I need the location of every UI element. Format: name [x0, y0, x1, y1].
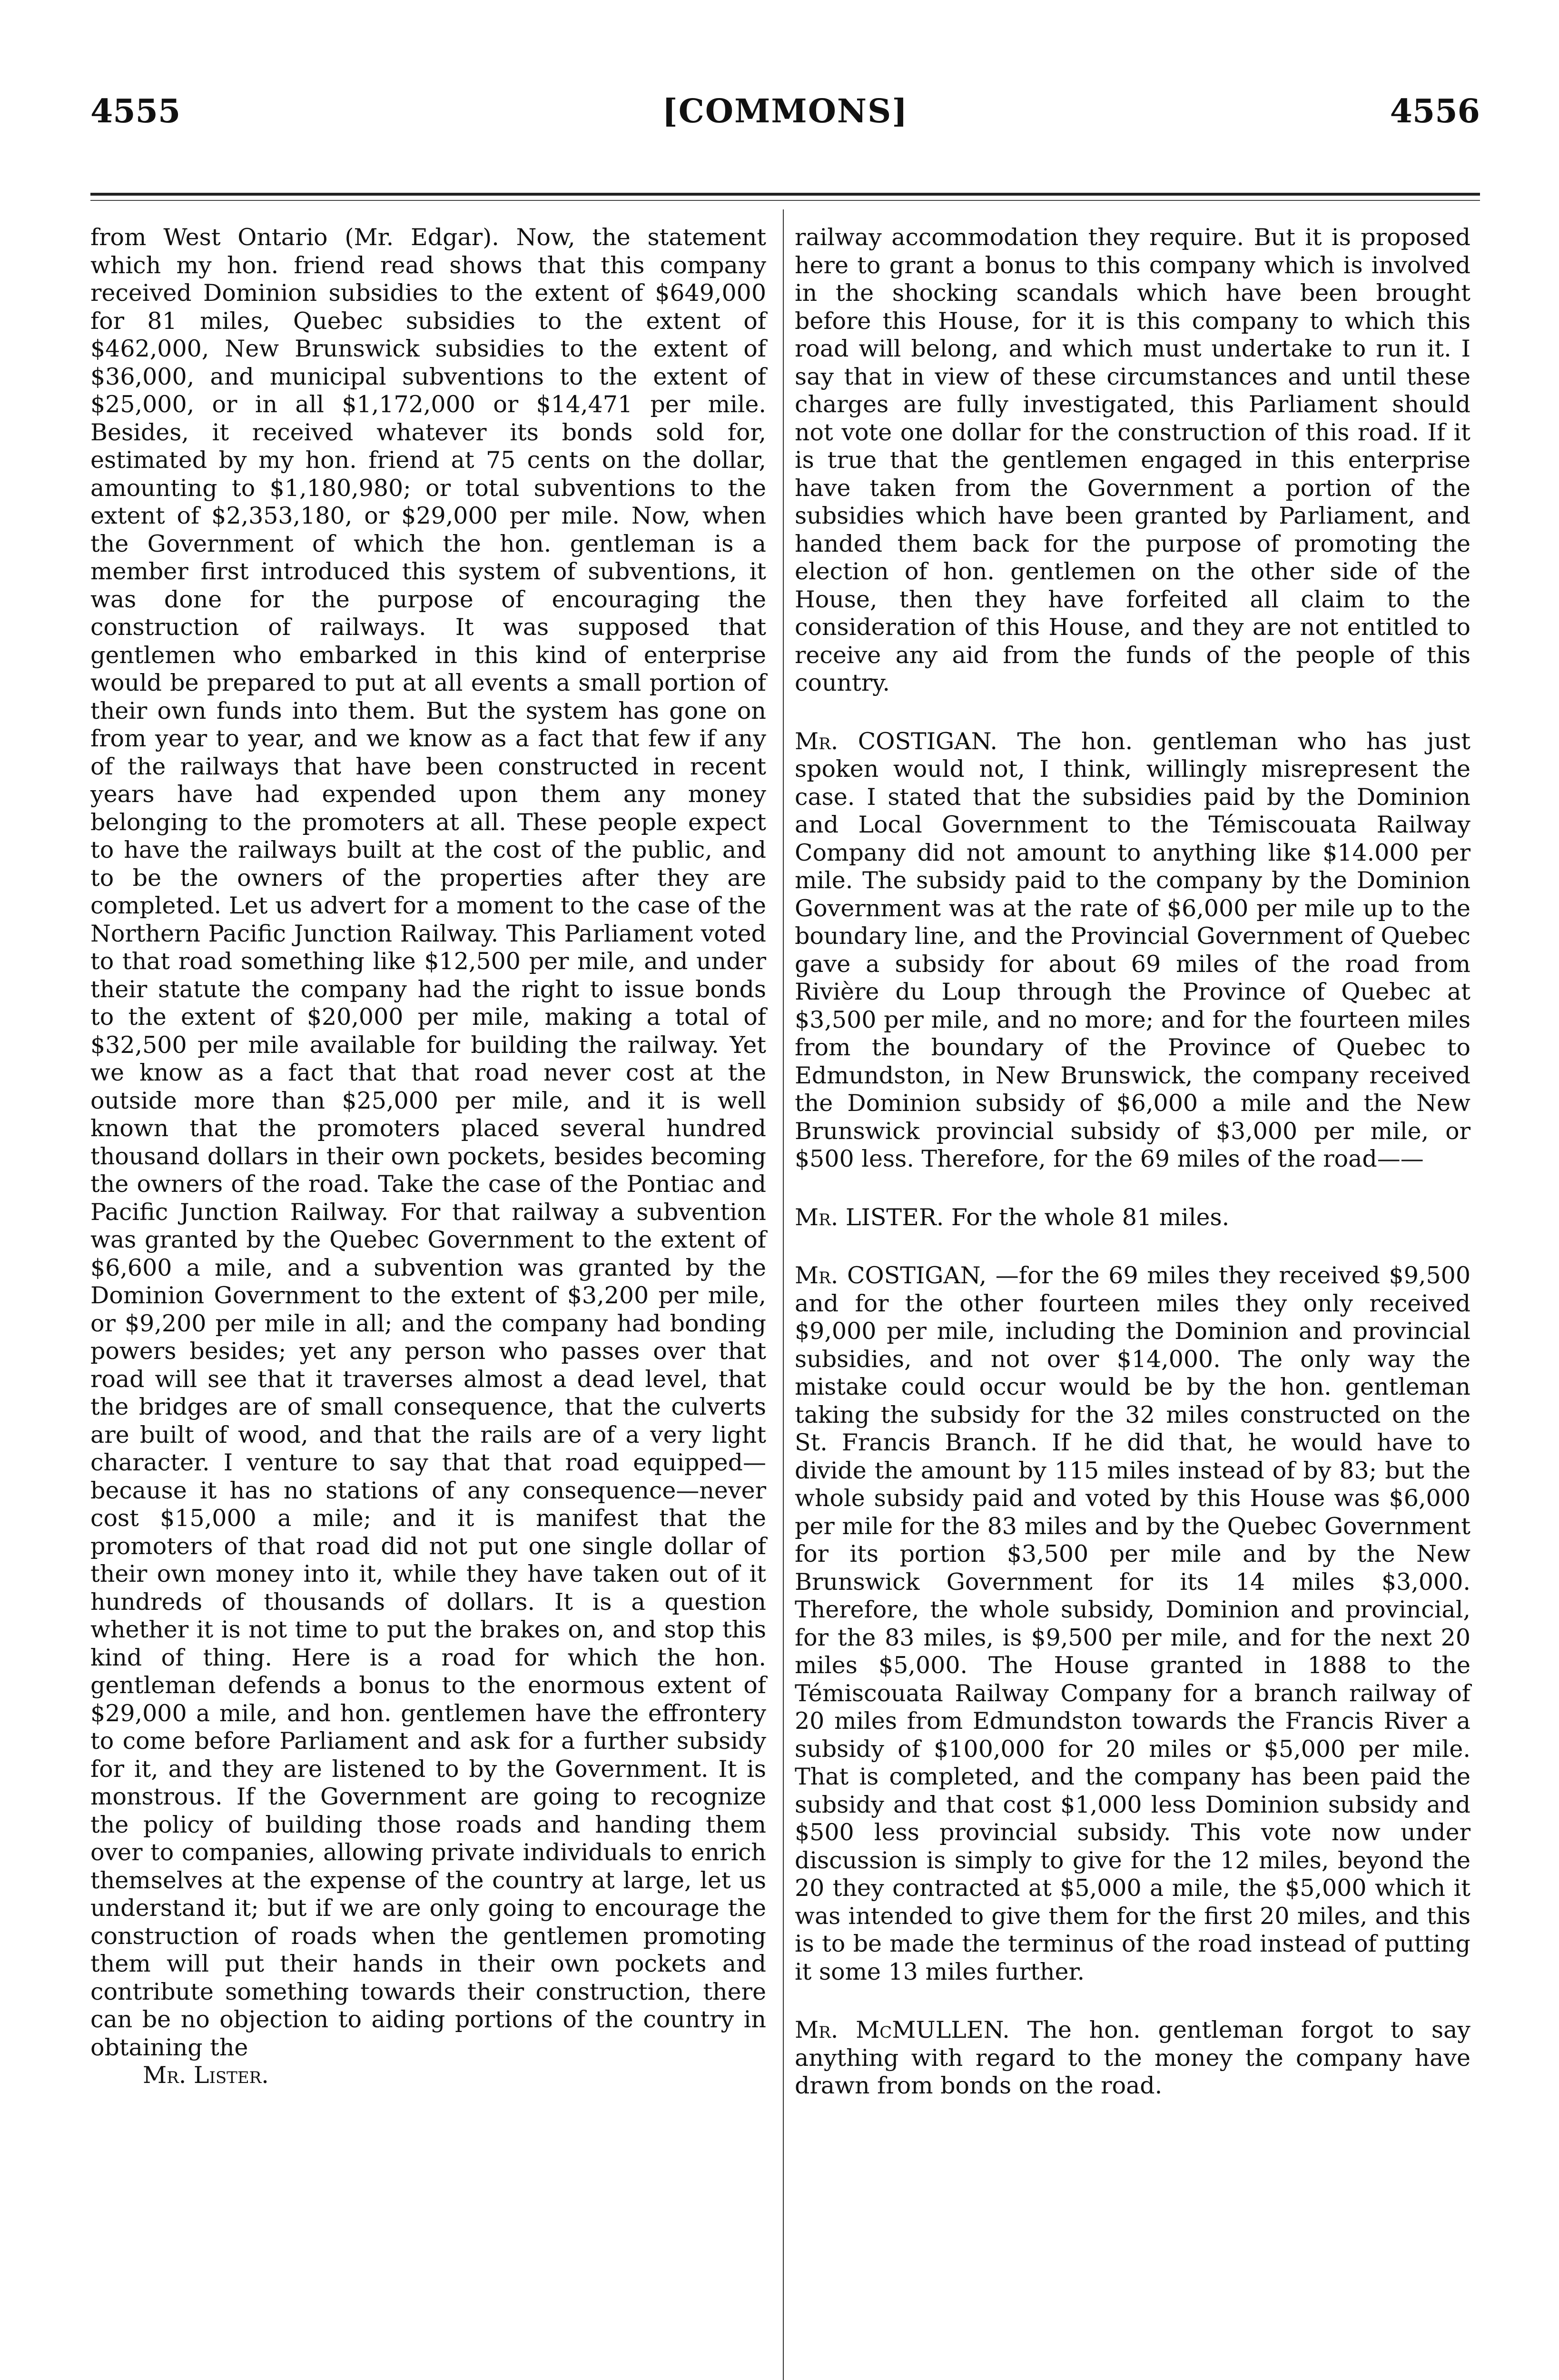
speech-costigan-1 — [795, 728, 1470, 1173]
speaker-name: Mr. McMULLEN. — [795, 2016, 1010, 2043]
footer-speaker: Mr. Lister. — [143, 2062, 269, 2089]
left-paragraph-1: from West Ontario (Mr. Edgar). Now, the statement which my hon. friend read shows that this company received Dominion subsidies to the extent of $649,000 for 81 miles, Quebec subsidies to the extent of $462,000, New Brunswick subsidies to the extent of $36,000, and municipal subventions to the extent of $25,000, or in all $1,172,000 or $14,471 per mile. Besides, it received whatever its bonds sold for, estimated by my hon. friend at 75 cents on the dollar, amounting to $1,180,980; or total subventions to the extent of $2,353,180, or $29,000 per mile. Now, when the Government of which the hon. gentleman is a member first introduced this system of subventions, it was done for the purpose of encouraging the construction of railways. It was supposed that gentlemen who embarked in this kind of enterprise would be prepared to put at all events a small portion of their own funds into them. But the system has gone on from year to year, and we know as a fact that few if any of the railways that have been constructed in recent years have had expended upon them any money belonging to the promoters at all. These people expect to have the railways built at the cost of the public, and to be the owners of the properties after they are completed. Let us advert for a moment to the case of the Northern Pacific Junction Railway. This Parliament voted to that road something like $12,500 per mile, and under their statute the company had the right to issue bonds to the extent of $20,000 per mile, making a total of $32,500 per mile available for building the railway. Yet we know as a fact that that road never cost at the outside more than $25,000 per mile, and it is well known that the promoters placed several hundred thousand dollars in their own pockets, besides becoming the owners of the road. Take the case of the Pontiac and Pacific Junction Railway. For that railway a subvention was granted by the Quebec Government to the extent of $6,600 a mile, and a subvention was granted by the Dominion Government to the extent of $3,200 per mile, or $9,200 per mile in all; and the company had bonding powers besides; yet any person who passes over that road will see that it traverses almost a dead level, that the bridges are of small consequence, that the culverts are built of wood, and that the rails are of a very light character. I venture to say that that road equipped—because it has no stations of any consequence—never cost $15,000 a mile; and it is manifest that the promoters of that road did not put one single dollar of their own money into it, while they have taken out of it hundreds of thousands of dollars. It is a question whether it is not time to put the brakes on, and stop this kind of thing. Here is a road for which the hon. gentleman defends a bonus to the enormous extent of $29,000 a mile, and hon. gentlemen have the effrontery to come before Parliament and ask for a further subsidy for it, and they are listened to by the Government. It is monstrous. If the Government are going to recognize the policy of building those roads and handing them over to companies, allowing private individuals to enrich themselves at the expense of the country at large, let us understand it; but if we are only going to encourage the construction of roads when the gentlemen promoting them will put their hands in their own pockets and contribute something towards their construction, there can be no objection to aiding portions of the country in obtaining the — [90, 224, 766, 2061]
header-title: [COMMONS] — [662, 92, 908, 130]
speech-text: The hon. gentleman forgot to say anything with regard to the money the company have drawn from bonds on the road. — [795, 2016, 1470, 2099]
right-page-number: 4556 — [1390, 92, 1480, 130]
speech-text: —for the 69 miles they received $9,500 and for the other fourteen miles they only received $9,000 per mile, including the Dominion and provincial subsidies, and not over $14,000. The only way the mistake could occur would be by the hon. gentleman taking the subsidy for the 32 miles constructed on the St. Francis Branch. If he did that, he would have to divide the amount by 115 miles instead of by 83; but the whole subsidy paid and voted by this House was $6,000 per mile for the 83 miles and by the Quebec Government for its portion $3,500 per mile and by the New Brunswick Government for its 14 miles $3,000. Therefore, the whole subsidy, Dominion and provincial, for the 83 miles, is $9,500 per mile, and for the next 20 miles $5,000. The House granted in 1888 to the Témiscouata Railway Company for a branch railway of 20 miles from Edmundston towards the Francis River a subsidy of $100,000 for 20 miles or $5,000 per mile. That is completed, and the company has been paid the subsidy and that cost $1,000 less Dominion subsidy and $500 less provincial subsidy. This vote now under discussion is simply to give for the 12 miles, beyond the 20 they contracted at $5,000 a mile, the $5,000 which it was intended to give them for the first 20 miles, and this is to be made the terminus of the road instead of putting it some 13 miles further. — [795, 1262, 1471, 1985]
left-page-number: 4555 — [90, 92, 181, 130]
header-rule-thin — [90, 200, 1480, 201]
speaker-name: Mr. LISTER. — [795, 1203, 944, 1231]
speech-text: For the whole 81 miles. — [951, 1203, 1230, 1231]
speaker-name: Mr. COSTIGAN. — [795, 727, 997, 755]
header-rule-thick — [90, 193, 1480, 196]
right-column — [795, 224, 1470, 2100]
speech-lister — [795, 1204, 1470, 1232]
left-column — [90, 224, 766, 2090]
speech-costigan-2 — [795, 1262, 1470, 1986]
right-paragraph-1: railway accommodation they require. But it is proposed here to grant a bonus to this company which is involved in the shocking scandals which have been brought before this House, for it is this company to which this road will belong, and which must undertake to run it. I say that in view of these circumstances and until these charges are fully investigated, this Parliament should not vote one dollar for the construction of this road. If it is true that the gentlemen engaged in this enterprise have taken from the Government a portion of the subsidies which have been granted by Parliament, and handed them back for the purpose of promoting the election of hon. gentlemen on the other side of the House, then they have forfeited all claim to the consideration of this House, and they are not entitled to receive any aid from the funds of the people of this country. — [795, 224, 1470, 696]
page-header — [90, 92, 1480, 152]
column-divider — [783, 209, 784, 2380]
speaker-name: Mr. COSTIGAN, — [795, 1262, 987, 1289]
speech-mcmullen — [795, 2016, 1470, 2100]
speech-text: The hon. gentleman who has just spoken would not, I think, willingly misrepresent the case. I stated that the subsidies paid by the Dominion and Local Government to the Témiscouata Railway Company did not amount to anything like $14.000 per mile. The subsidy paid to the company by the Dominion Government was at the rate of $6,000 per mile up to the boundary line, and the Provincial Government of Quebec gave a subsidy for about 69 miles of the road from Rivière du Loup through the Province of Quebec at $3,500 per mile, and no more; and for the fourteen miles from the boundary of the Province of Quebec to Edmundston, in New Brunswick, the company received the Dominion subsidy of $6,000 a mile and the New Brunswick provincial subsidy of $3,000 per mile, or $500 less. Therefore, for the 69 miles of the road—— — [795, 727, 1470, 1172]
